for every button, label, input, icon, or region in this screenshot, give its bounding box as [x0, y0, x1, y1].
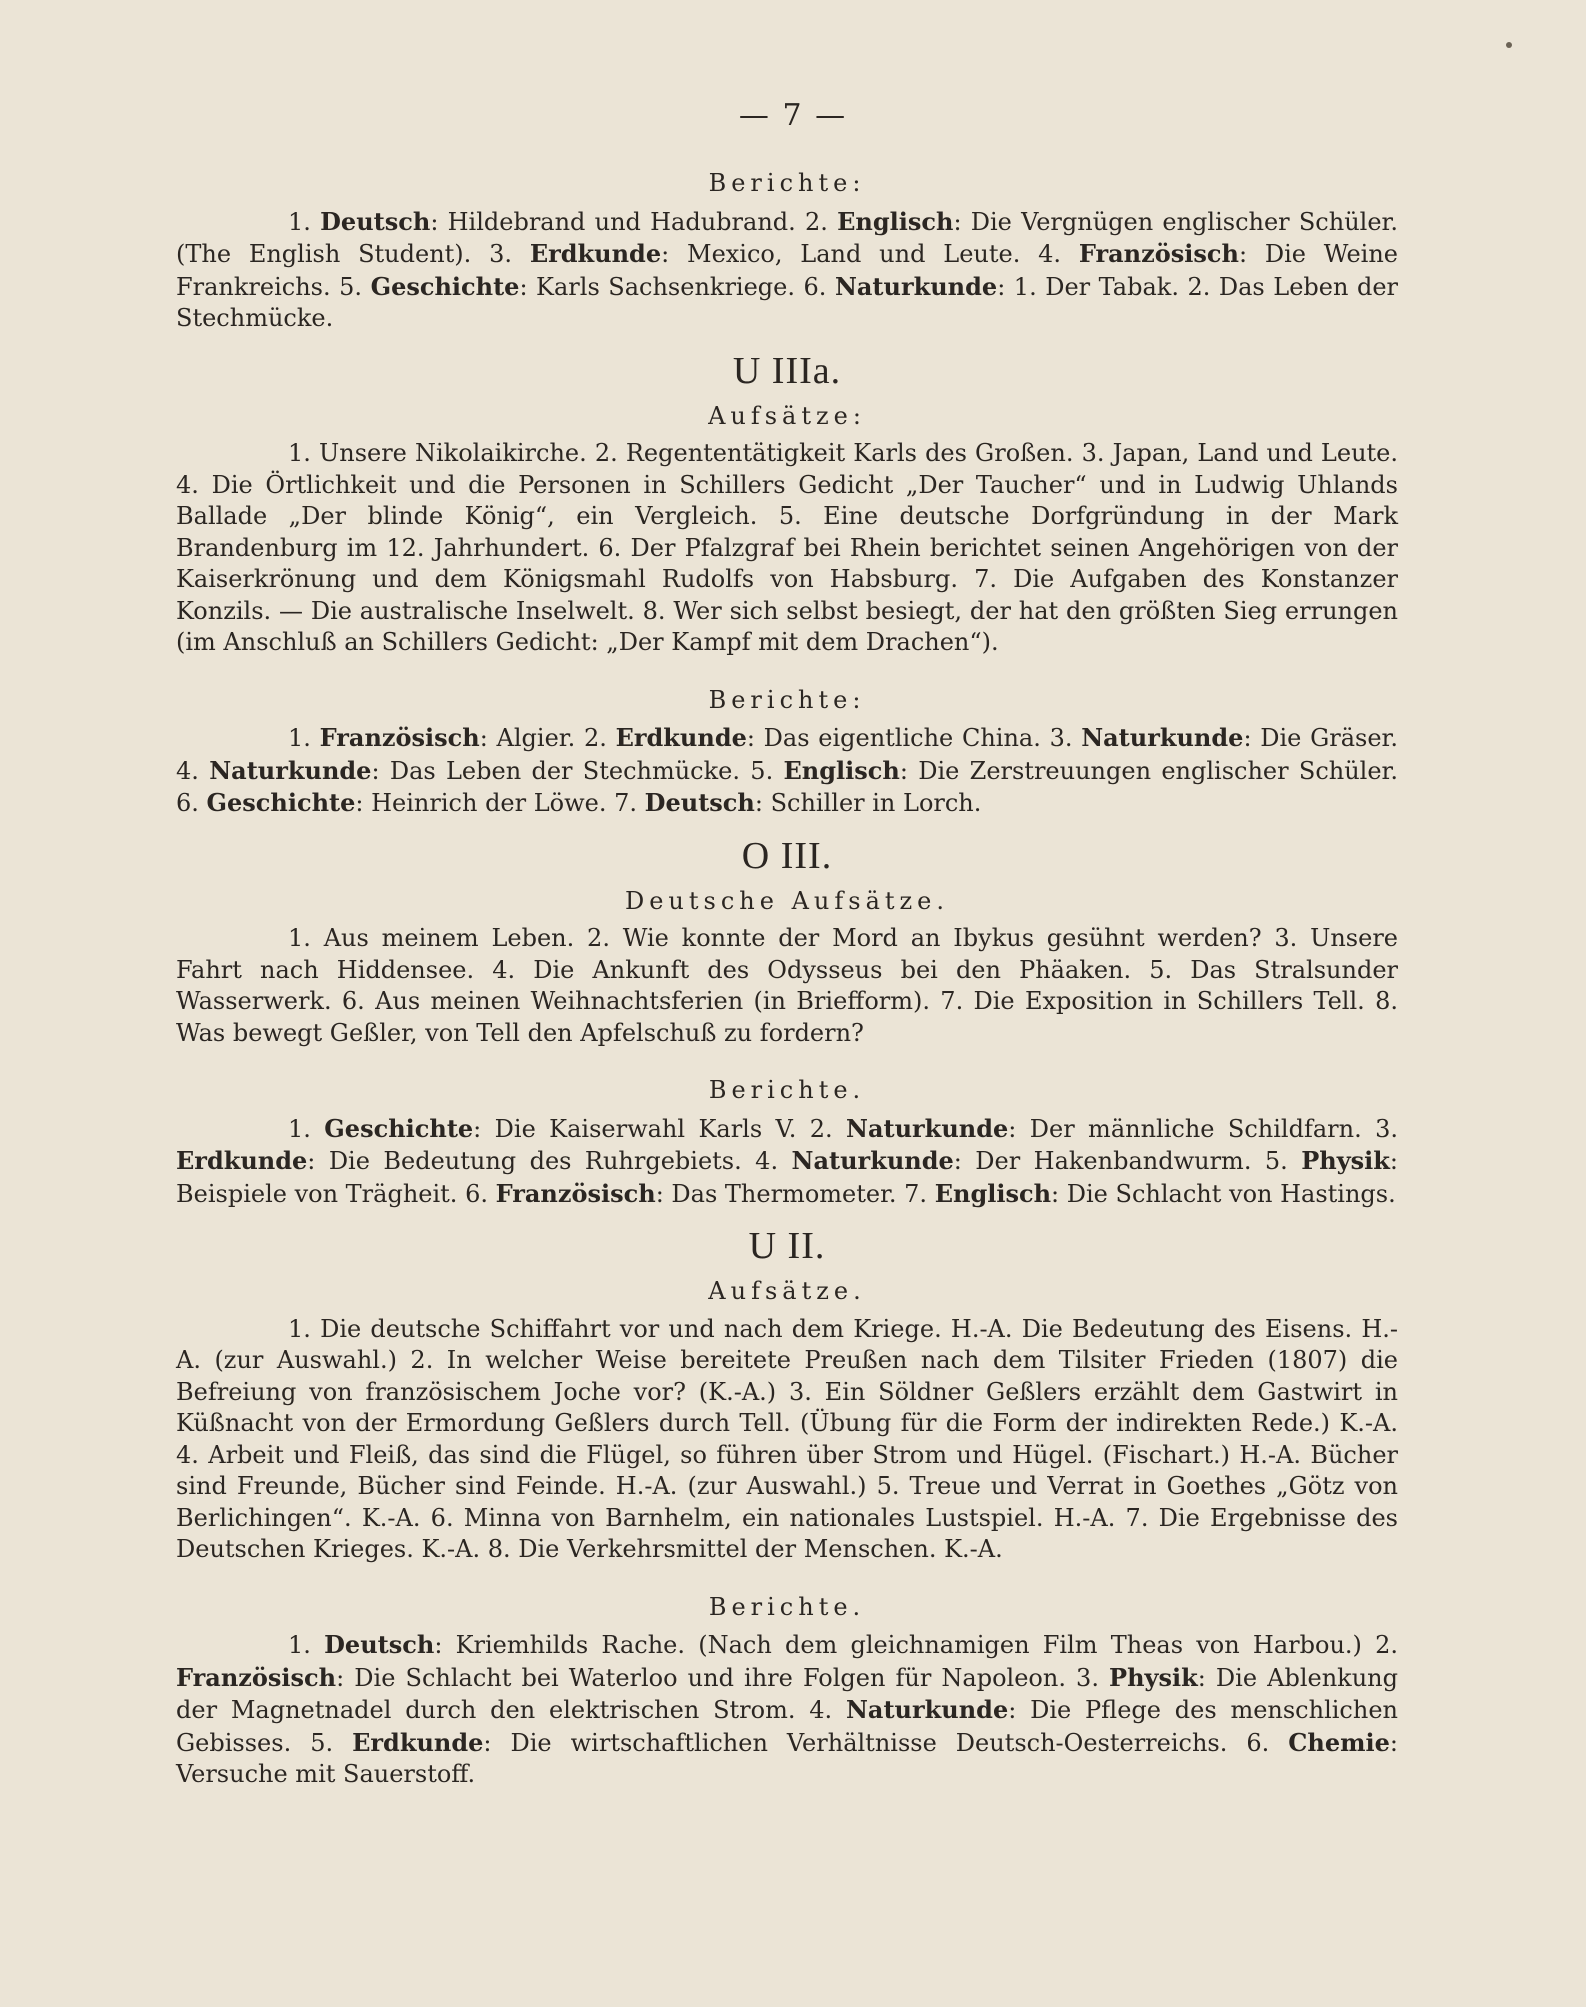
subheading: Berichte. [708, 1076, 866, 1104]
subject-label: Geschichte [370, 271, 520, 301]
subject-label: Chemie [1288, 1727, 1390, 1757]
subject-label: Naturkunde [846, 1113, 1009, 1143]
paragraph [176, 206, 1398, 335]
subject-label: Geschichte [324, 1113, 474, 1143]
text-run: : 1. Der Tabak. 2. Das Leben der Stechmücke. [176, 272, 1398, 332]
subheading: Aufsätze: [708, 401, 866, 430]
subject-label: Deutsch [644, 788, 755, 817]
text-run: : Heinrich der Löwe. 7. [355, 789, 645, 817]
text-run: 1. Aus meinem Leben. 2. Wie konnte der Mord an Ibykus gesühnt werden? 3. Unsere Fahrt nach Hiddensee. 4. Die Ankunft des Odysseus bei den Phäaken. 5. Das Stralsunder Wasserwerk. 6. Aus meinen Weihnachtsferien (in Briefform). 7. Die Exposition in Schillers Tell. 8. Was bewegt Geßler, von Tell den Apfelschuß zu fordern? [176, 924, 1398, 1047]
text-run: : Die Kaiserwahl Karls V. 2. [473, 1114, 847, 1143]
text-run: : Die Gräser. 4. [176, 724, 1399, 785]
text-run: : Das eigentliche China. 3. [746, 724, 1082, 752]
text-run: : Die Schlacht von Hastings. [1051, 1179, 1396, 1208]
text-run: : Die Ablenkung der Magnetnadel durch den elektrischen Strom. 4. [176, 1663, 1398, 1724]
subject-label: Erdkunde [529, 239, 662, 268]
subject-label: Physik [1301, 1146, 1390, 1175]
class-heading: U IIIa. [732, 349, 842, 392]
paragraph [176, 1314, 1398, 1566]
subheading: Berichte. [708, 1592, 866, 1621]
text-run: : Die Weine Frankreichs. 5. [176, 240, 1398, 301]
subject-label: Naturkunde [834, 271, 998, 301]
paragraph [176, 1629, 1398, 1791]
class-heading: O III. [741, 834, 833, 877]
paragraph [176, 923, 1398, 1049]
subject-label: Erdkunde [176, 1146, 308, 1175]
spacer [176, 1566, 1398, 1592]
paragraph [176, 1113, 1398, 1211]
subject-label: Französisch [1078, 239, 1239, 268]
spacer [176, 659, 1398, 685]
text-run: : Die Bedeutung des Ruhrgebiets. 4. [307, 1147, 792, 1175]
subject-label: Französisch [176, 1662, 337, 1692]
subject-label: Naturkunde [1081, 723, 1244, 752]
subject-label: Physik [1109, 1662, 1198, 1692]
subject-label: Deutsch [324, 1630, 435, 1659]
subject-label: Englisch [837, 206, 954, 236]
text-run: : Mexico, Land und Leute. 4. [661, 240, 1079, 268]
text-run: : Das Thermometer. 7. [655, 1179, 935, 1208]
text-run: : Die Zerstreuungen englischer Schüler. 6. [176, 756, 1399, 817]
subject-label: Englisch [934, 1178, 1052, 1208]
subject-label: Französisch [495, 1178, 656, 1208]
text-run: : Die wirtschaftlichen Verhältnisse Deutsch-Oesterreichs. 6. [483, 1728, 1289, 1757]
text-run: 1. [288, 724, 320, 752]
subject-label: Geschichte [206, 788, 356, 817]
text-run: : Hildebrand und Hadubrand. 2. [430, 207, 838, 236]
subheading: Berichte: [708, 685, 866, 714]
subheading: Berichte: [708, 169, 866, 197]
subheading: Deutsche Aufsätze. [624, 886, 949, 915]
text-run: 1. [288, 1631, 325, 1659]
text-run: : Der Hakenbandwurm. 5. [953, 1147, 1302, 1175]
subheading: Aufsätze. [708, 1277, 866, 1305]
subject-label: Naturkunde [209, 755, 372, 785]
subject-label: Französisch [319, 723, 480, 752]
text-run: : Karls Sachsenkriege. 6. [519, 272, 835, 301]
text-run: : Beispiele von Trägheit. 6. [176, 1147, 1399, 1208]
text-run: : Die Schlacht bei Waterloo und ihre Folgen für Napoleon. 3. [336, 1663, 1110, 1692]
subject-label: Naturkunde [845, 1695, 1009, 1724]
spacer [176, 1049, 1398, 1075]
paragraph [176, 438, 1398, 659]
text-run: : Algier. 2. [479, 724, 616, 752]
paragraph [176, 722, 1398, 820]
page-body [176, 168, 1398, 1791]
text-run: 1. Unsere Nikolaikirche. 2. Regententätigkeit Karls des Großen. 3. Japan, Land und Leute. 4. Die Örtlichkeit und die Personen in Schillers Gedicht „Der Taucher“ und in Ludwig Uhlands Ballade „Der blinde König“, ein Vergleich. 5. Eine deutsche Dorfgründung in der Mark Brandenburg im 12. Jahrhundert. 6. Der Pfalzgraf bei Rhein berichtet seinen Angehörigen von der Kaiserkrönung und dem Königsmahl Rudolfs von Habsburg. 7. Die Aufgaben des Konstanzer Konzils. — Die australische Inselwelt. 8. Wer sich selbst besiegt, der hat den größten Sieg errungen (im Anschluß an Schillers Gedicht: „Der Kampf mit dem Drachen“). [176, 439, 1398, 656]
text-run: : Kriemhilds Rache. (Nach dem gleichnamigen Film Theas von Harbou.) 2. [434, 1631, 1398, 1659]
text-run: : Schiller in Lorch. [754, 789, 982, 817]
subject-label: Naturkunde [791, 1146, 954, 1175]
subject-label: Englisch [783, 755, 900, 785]
subject-label: Erdkunde [352, 1727, 484, 1757]
page-number: — 7 — [738, 98, 848, 133]
subject-label: Erdkunde [615, 723, 747, 752]
text-run: : Die Vergnügen englischer Schüler. (The English Student). 3. [176, 207, 1398, 268]
text-run: : Versuche mit Sauerstoff. [176, 1728, 1398, 1788]
text-run: 1. [288, 207, 321, 236]
text-run: 1. Die deutsche Schiffahrt vor und nach dem Kriege. H.-A. Die Bedeutung des Eisens. H.-A. (zur Auswahl.) 2. In welcher Weise bereitete Preußen nach dem Tilsiter Frieden (1807) die Befreiung von französischem Joche vor? (K.-A.) 3. Ein Söldner Geßlers erzählt dem Gastwirt in Küßnacht von der Ermordung Geßlers durch Tell. (Übung für die Form der indirekten Rede.) K.-A. 4. Arbeit und Fleiß, das sind die Flügel, so führen über Strom und Hügel. (Fischart.) H.-A. Bücher sind Freunde, Bücher sind Feinde. H.-A. (zur Auswahl.) 5. Treue und Verrat in Goethes „Götz von Berlichingen“. K.-A. 6. Minna von Barnhelm, ein nationales Lustspiel. H.-A. 7. Die Ergebnisse des Deutschen Krieges. K.-A. 8. Die Verkehrsmittel der Menschen. K.-A. [176, 1314, 1398, 1563]
text-run: 1. [288, 1114, 325, 1143]
text-run: : Die Pflege des menschlichen Gebisses. 5. [176, 1696, 1398, 1757]
page-speck [1506, 42, 1512, 48]
text-run: : Das Leben der Stechmücke. 5. [371, 756, 784, 785]
text-run: : Der männliche Schildfarn. 3. [1008, 1114, 1398, 1143]
class-heading: U II. [748, 1225, 826, 1267]
subject-label: Deutsch [320, 206, 431, 236]
